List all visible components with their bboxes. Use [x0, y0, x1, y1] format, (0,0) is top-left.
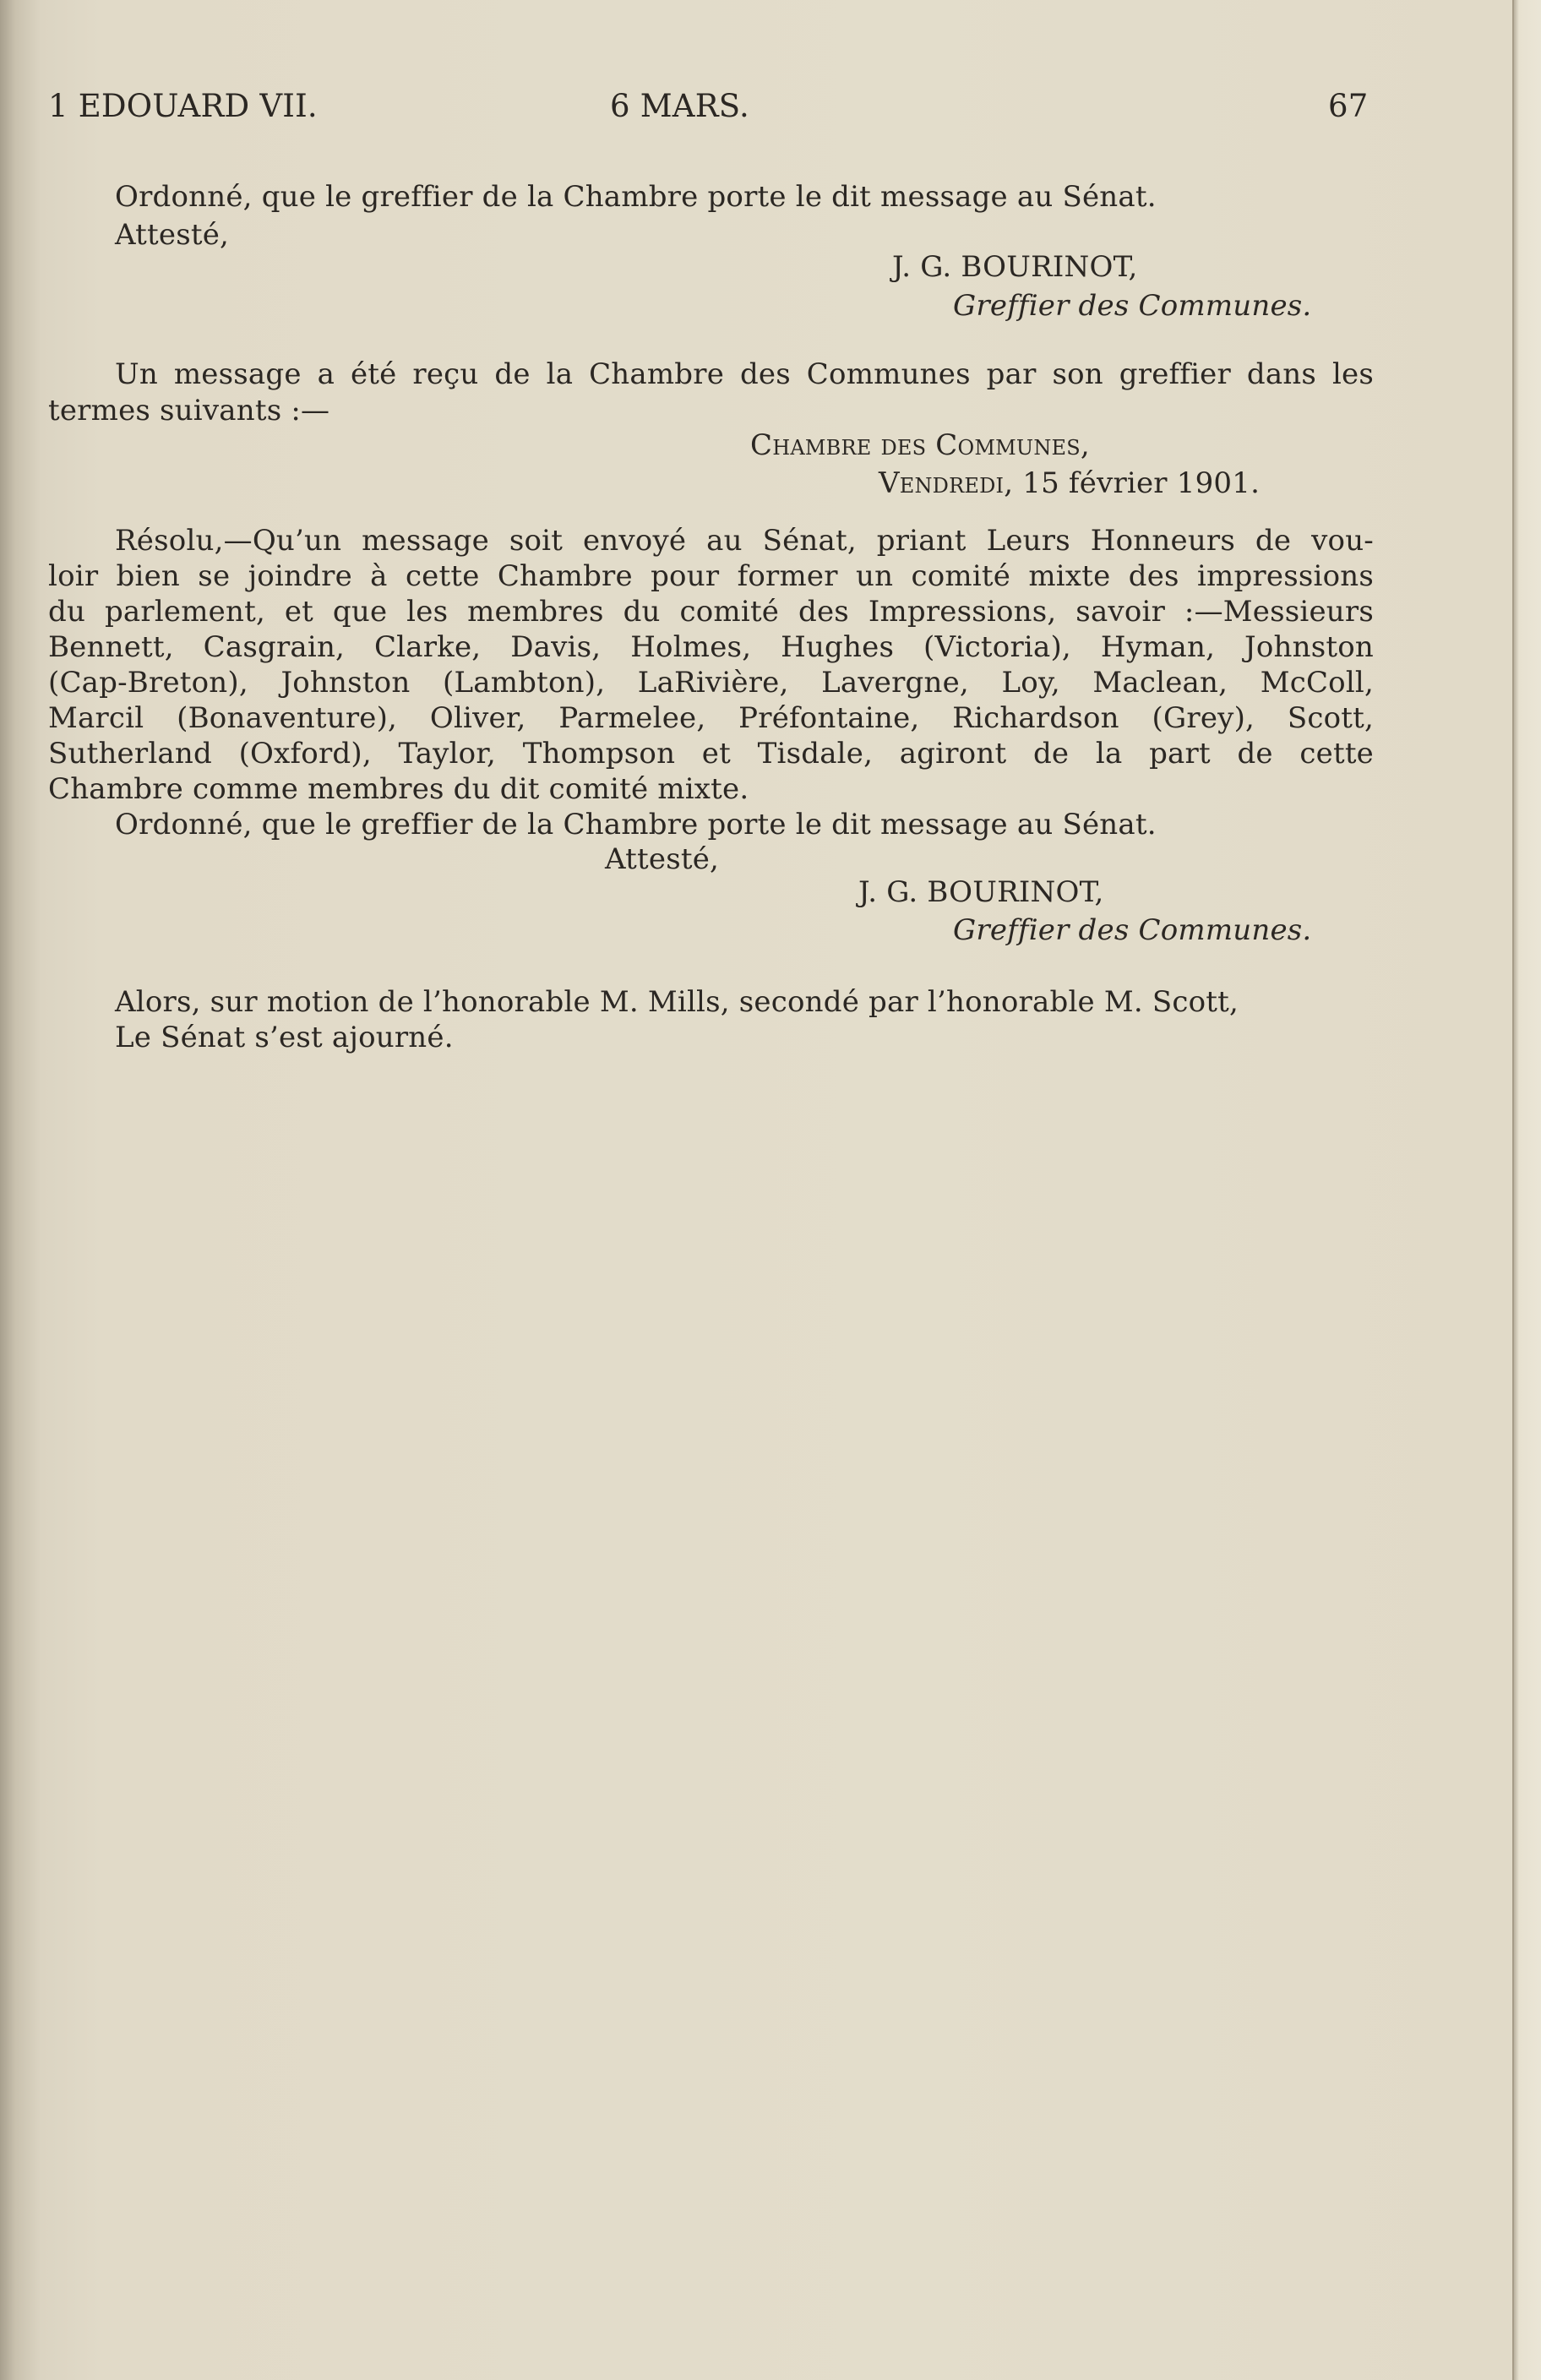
- resolution-line: loir bien se joindre à cette Chambre pour former un comité mixte des impressions: [48, 559, 1374, 593]
- message-place: Chambre des Communes,: [750, 428, 1090, 462]
- page-edge: [1512, 0, 1541, 2380]
- order-line-1: Ordonné, que le greffier de la Chambre porte le dit message au Sénat.: [115, 180, 1157, 214]
- closing-line-1: Alors, sur motion de l’honorable M. Mills, secondé par l’honorable M. Scott,: [115, 985, 1239, 1019]
- signature-name-1: J. G. BOURINOT,: [892, 250, 1138, 284]
- resolution-line: Sutherland (Oxford), Taylor, Thompson et Tisdale, agiront de la part de cette: [48, 737, 1374, 771]
- resolution-line: Résolu,—Qu’un message soit envoyé au Sénat, priant Leurs Honneurs de vou-: [115, 524, 1374, 558]
- header-left: 1 EDOUARD VII.: [48, 88, 318, 124]
- signature-title-2: Greffier des Communes.: [953, 913, 1312, 947]
- page-number: 67: [1328, 88, 1369, 124]
- header-center: 6 MARS.: [610, 88, 749, 124]
- message-intro-line-2: termes suivants :—: [48, 394, 330, 428]
- message-date-day: Vendredi,: [879, 466, 1014, 500]
- signature-name-2: J. G. BOURINOT,: [858, 875, 1104, 909]
- message-date: [879, 466, 1260, 500]
- attested-2: Attesté,: [605, 842, 720, 876]
- closing-line-2: Le Sénat s’est ajourné.: [115, 1021, 454, 1054]
- attested-1: Attesté,: [115, 218, 230, 252]
- order-line-2: Ordonné, que le greffier de la Chambre porte le dit message au Sénat.: [115, 808, 1157, 841]
- resolution-line: Marcil (Bonaventure), Oliver, Parmelee, Préfontaine, Richardson (Grey), Scott,: [48, 701, 1374, 735]
- resolution-line: Bennett, Casgrain, Clarke, Davis, Holmes, Hughes (Victoria), Hyman, Johnston: [48, 630, 1374, 664]
- resolution-line: du parlement, et que les membres du comité des Impressions, savoir :—Messieurs: [48, 595, 1374, 629]
- resolution-last-line: Chambre comme membres du dit comité mixte.: [48, 772, 749, 806]
- resolution-line: (Cap-Breton), Johnston (Lambton), LaRivière, Lavergne, Loy, Maclean, McColl,: [48, 666, 1374, 700]
- message-intro-line-1: Un message a été reçu de la Chambre des Communes par son greffier dans les: [115, 357, 1374, 391]
- message-date-rest: 15 février 1901.: [1022, 466, 1261, 500]
- signature-title-1: Greffier des Communes.: [953, 289, 1312, 323]
